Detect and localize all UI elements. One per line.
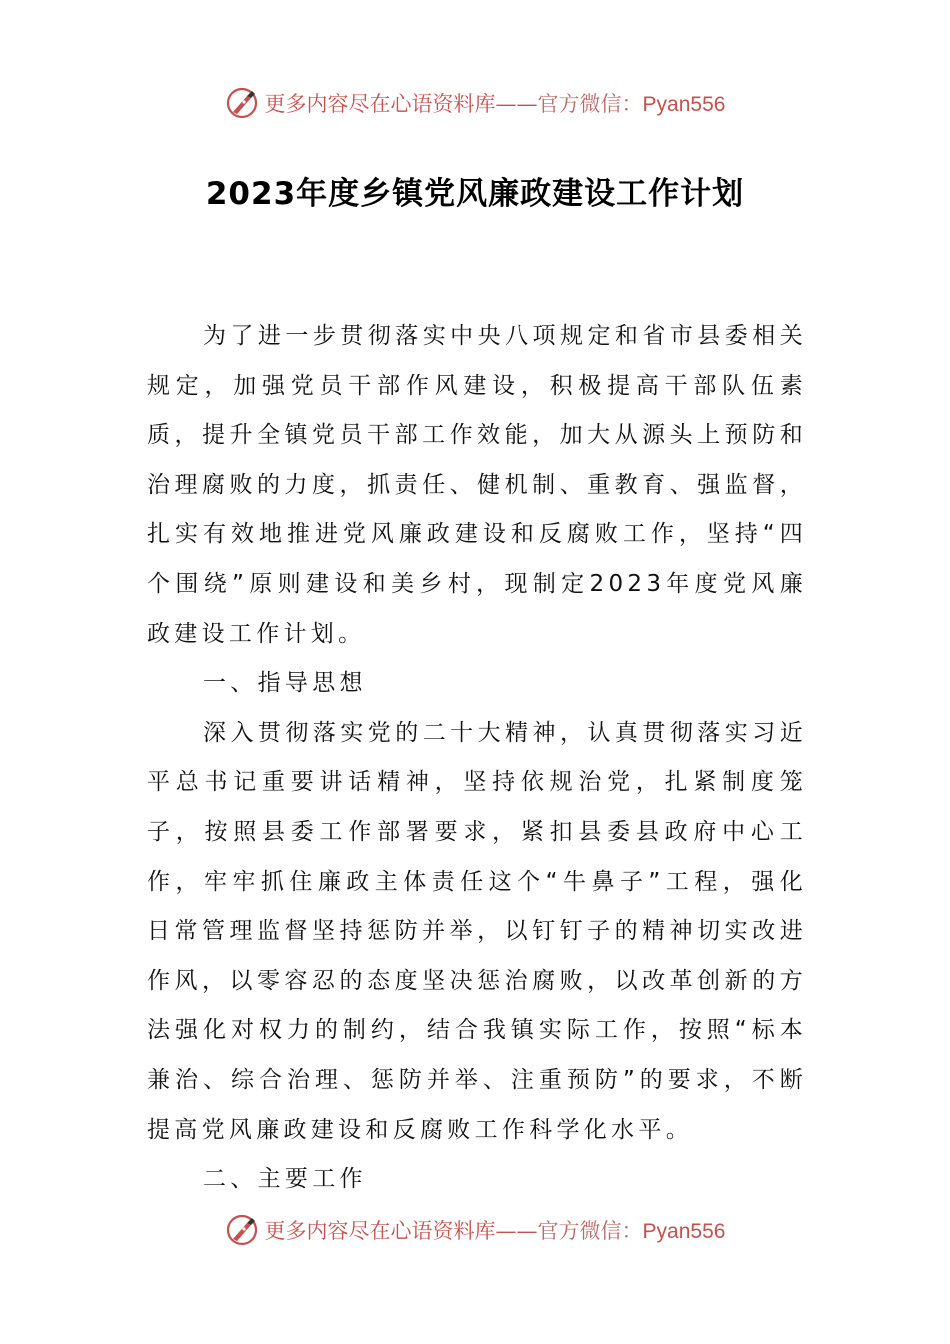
footer-banner bbox=[0, 1210, 950, 1250]
banner-dash: —— bbox=[495, 92, 538, 116]
footer-banner-wechat-id: Pyan556 bbox=[642, 1220, 726, 1243]
banner-wechat-label: 官方微信： bbox=[537, 92, 643, 116]
footer-banner-wechat-label: 官方微信： bbox=[537, 1219, 643, 1243]
document-body bbox=[147, 312, 807, 1205]
section-heading-guiding-thought: 一、指导思想 bbox=[203, 670, 367, 697]
banner-text: 更多内容尽在心语资料库 bbox=[264, 92, 496, 116]
banner-wechat-id: Pyan556 bbox=[642, 93, 726, 116]
paragraph-guiding-thought: 深入贯彻落实党的二十大精神，认真贯彻落实习近平总书记重要讲话精神，坚持依规治党，扎紧制度笼子，按照县委工作部署要求，紧扣县委县政府中心工作，牢牢抓住廉政主体责任这个“牛鼻子”工程，强化日常管理监督坚持惩防并举，以钉钉子的精神切实改进作风，以零容忍的态度坚决惩治腐败，以改革创新的方法强化对权力的制约，结合我镇实际工作，按照“标本兼治、综合治理、惩防并举、注重预防”的要求，不断提高党风廉政建设和反腐败工作科学化水平。 bbox=[147, 719, 807, 1143]
footer-banner-text: 更多内容尽在心语资料库 bbox=[264, 1219, 496, 1243]
pen-nib-logo-icon bbox=[225, 1213, 259, 1247]
header-banner bbox=[0, 83, 950, 123]
pen-nib-logo-icon bbox=[225, 86, 259, 120]
section-heading-main-work: 二、主要工作 bbox=[203, 1166, 367, 1193]
document-title: 2023年度乡镇党风廉政建设工作计划 bbox=[205, 176, 745, 212]
footer-banner-dash: —— bbox=[495, 1219, 538, 1243]
paragraph-intro: 为了进一步贯彻落实中央八项规定和省市县委相关规定，加强党员干部作风建设，积极提高干部队伍素质，提升全镇党员干部工作效能，加大从源头上预防和治理腐败的力度，抓责任、健机制、重教育、强监督，扎实有效地推进党风廉政建设和反腐败工作，坚持“四个围绕”原则建设和美乡村，现制定2023年度党风廉政建设工作计划。 bbox=[147, 323, 807, 647]
